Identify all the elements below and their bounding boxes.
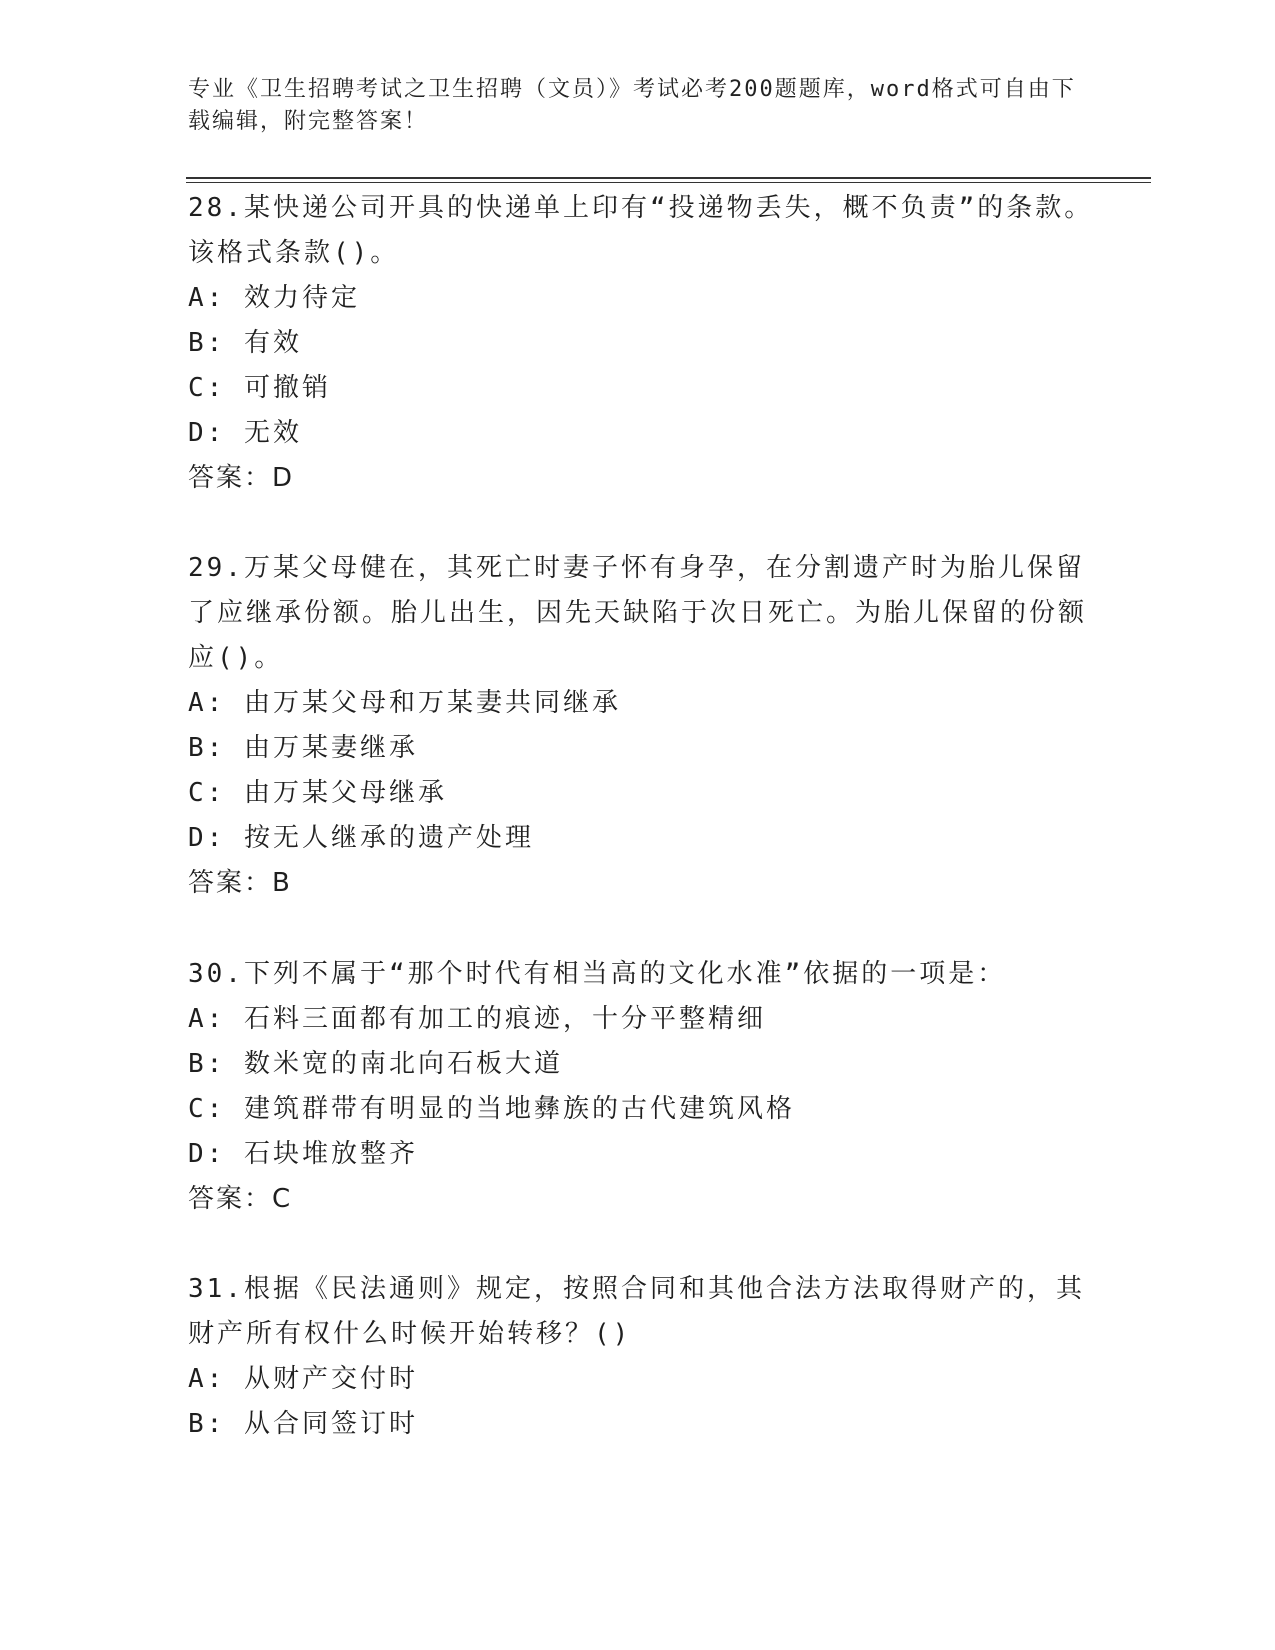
option-d: D: 石块堆放整齐 [188,1139,418,1169]
option-a: A: 由万某父母和万某妻共同继承 [188,688,621,718]
option-c: C: 可撤销 [188,373,331,403]
option-b: B: 数米宽的南北向石板大道 [188,1049,563,1079]
question-stem: 30.下列不属于“那个时代有相当高的文化水准”依据的一项是： [188,959,1007,989]
question-29 [188,546,1108,906]
question-stem: 29.万某父母健在，其死亡时妻子怀有身孕，在分割遗产时为胎儿保留了应继承份额。胎儿出生，因先天缺陷于次日死亡。为胎儿保留的份额应()。 [188,553,1088,673]
option-b: B: 从合同签订时 [188,1409,418,1439]
option-b: B: 由万某妻继承 [188,733,418,763]
option-c: C: 由万某父母继承 [188,778,447,808]
question-stem: 31.根据《民法通则》规定，按照合同和其他合法方法取得财产的，其财产所有权什么时候开始转移？() [188,1274,1085,1349]
option-a: A: 从财产交付时 [188,1364,418,1394]
question-28 [188,186,1108,501]
page-header-text: 专业《卫生招聘考试之卫生招聘（文员）》考试必考200题题库，word格式可自由下载编辑，附完整答案！ [188,77,1076,134]
header-divider [186,177,1151,183]
option-d: D: 按无人继承的遗产处理 [188,823,534,853]
option-c: C: 建筑群带有明显的当地彝族的古代建筑风格 [188,1094,795,1124]
question-stem: 28.某快递公司开具的快递单上印有“投递物丢失，概不负责”的条款。该格式条款()。 [188,193,1094,268]
answer-label: 答案：C [188,1184,293,1214]
answer-label: 答案：B [188,868,292,898]
question-30 [188,952,1108,1222]
question-31 [188,1267,1108,1447]
option-b: B: 有效 [188,328,302,358]
option-d: D: 无效 [188,418,302,448]
answer-label: 答案：D [188,463,295,493]
option-a: A: 效力待定 [188,283,360,313]
option-a: A: 石料三面都有加工的痕迹，十分平整精细 [188,1004,766,1034]
